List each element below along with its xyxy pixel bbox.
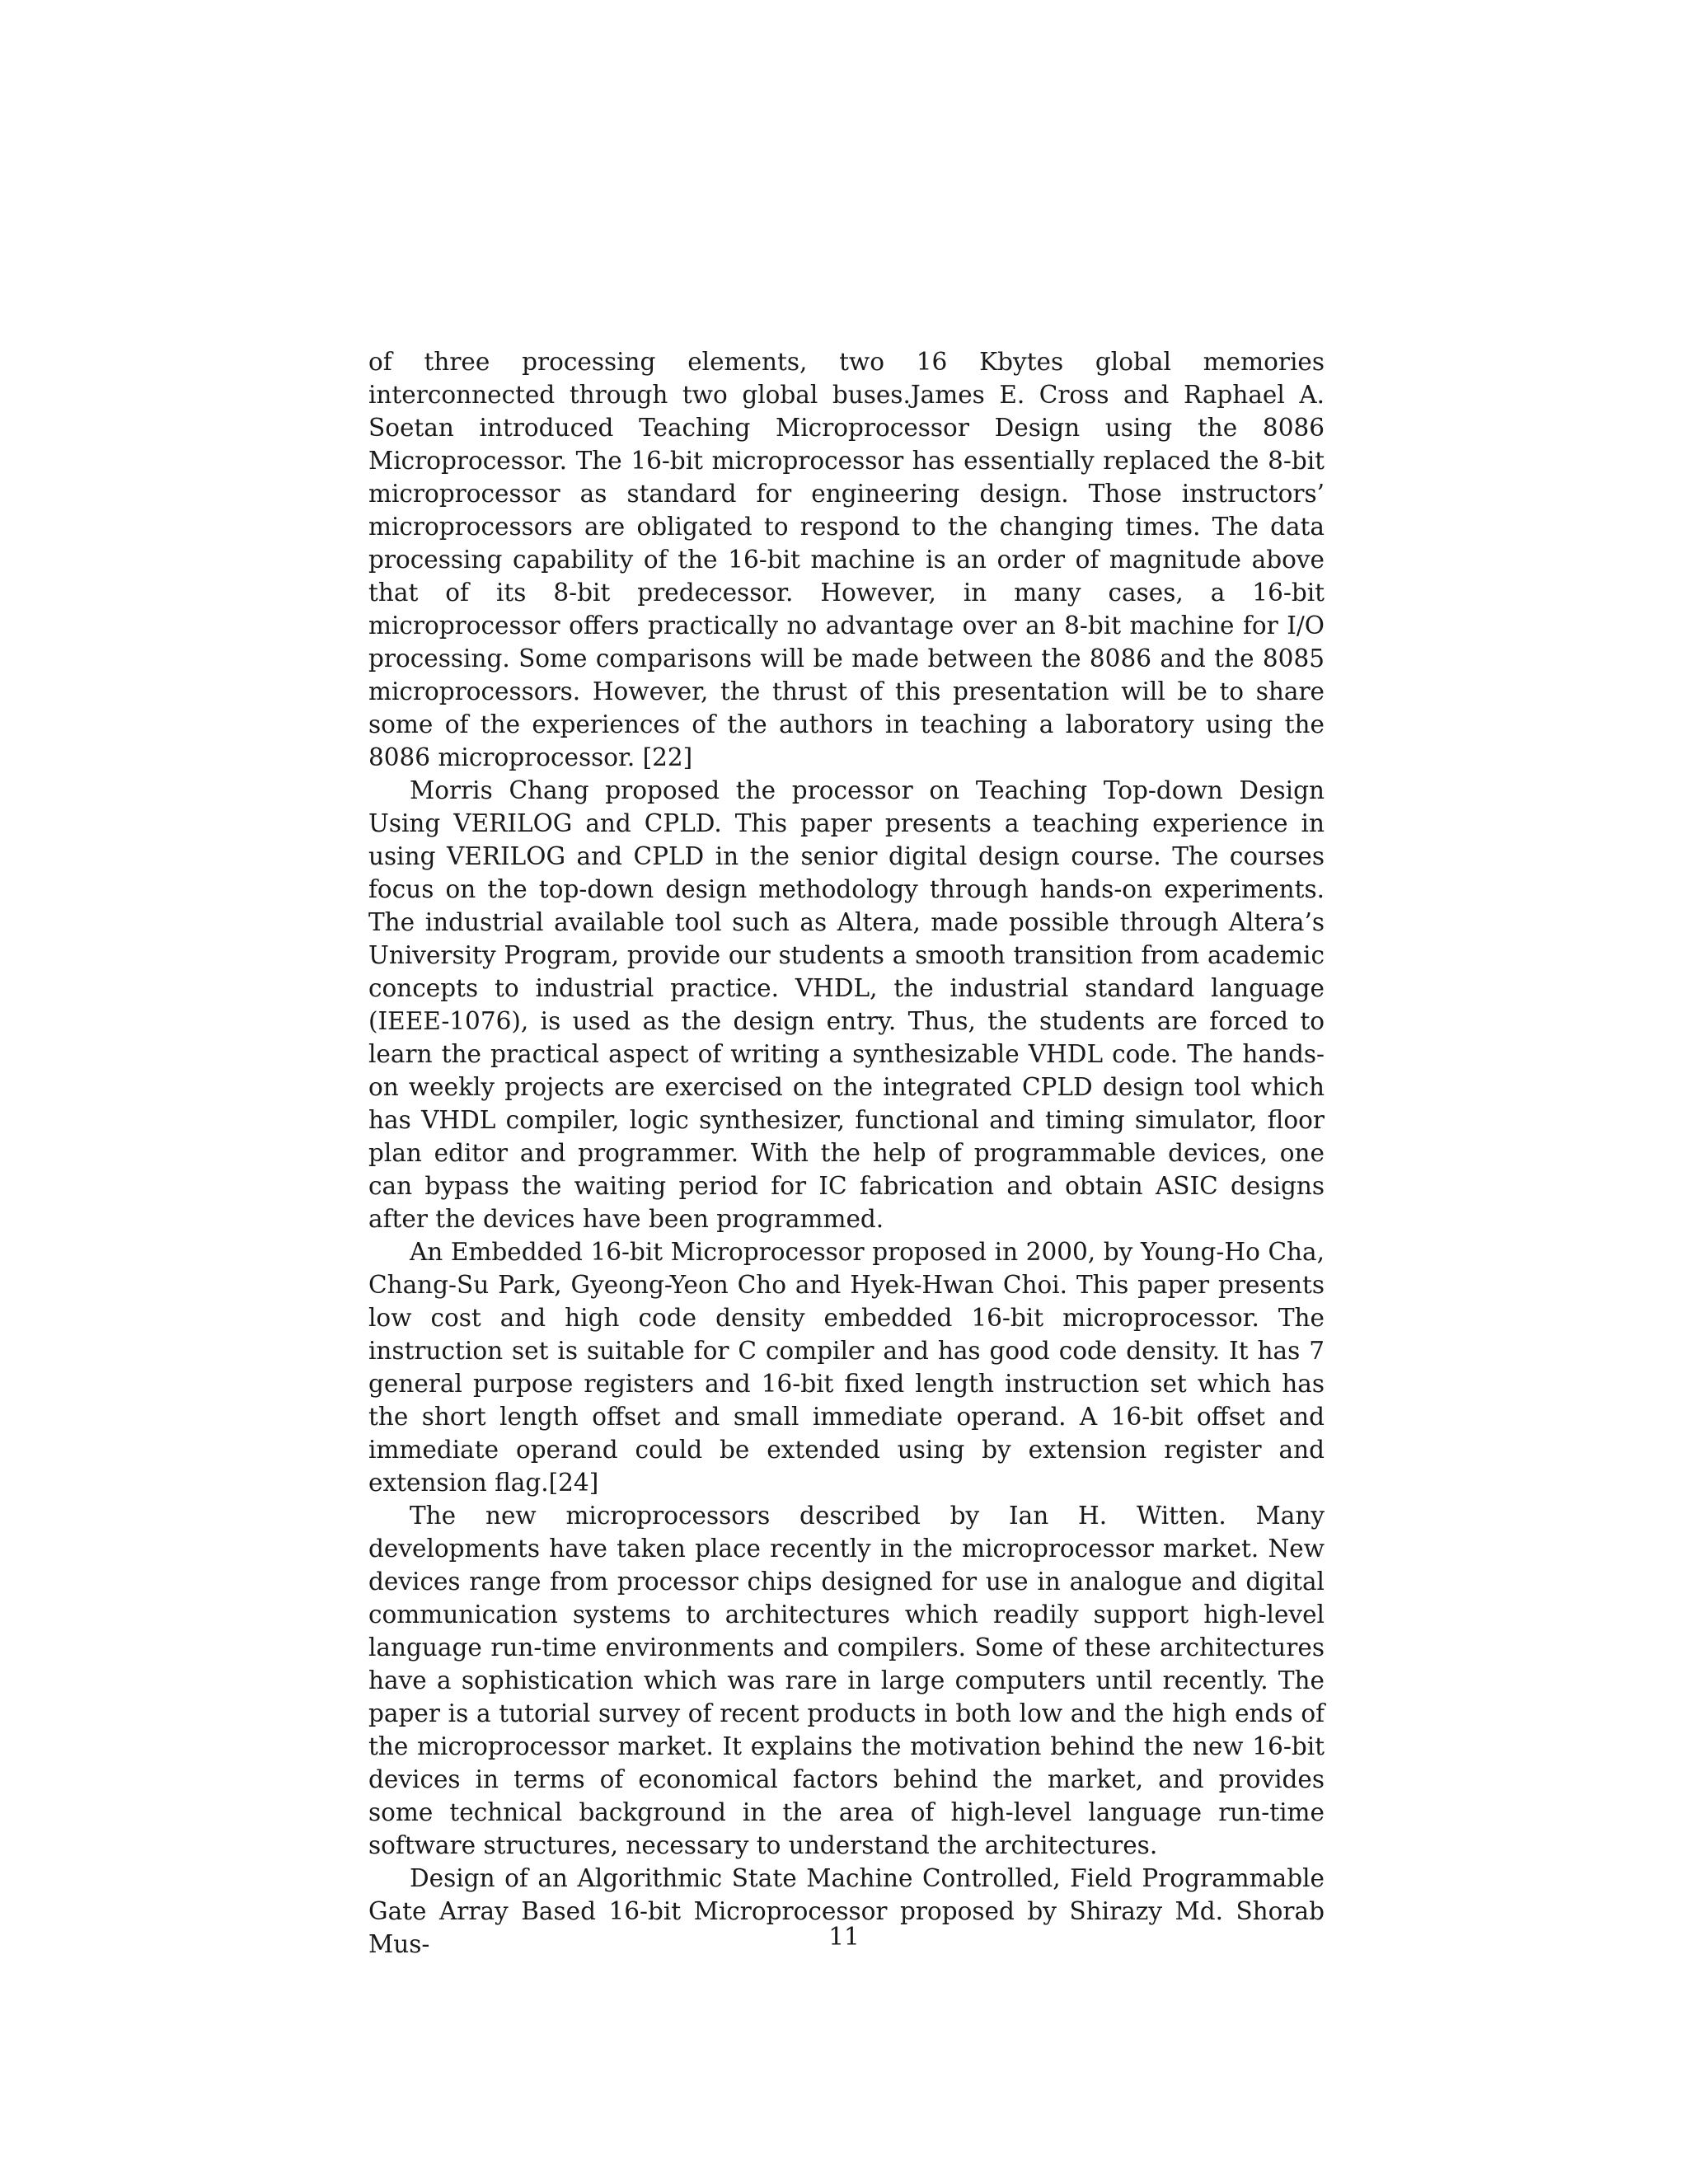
paragraph-continued: of three processing elements, two 16 Kbytes global memories interconnected through two global buses.James E. Cross and Raphael A. Soetan introduced Teaching Microprocessor Design using the 8086 Microprocessor. The 16-bit microprocessor has essentially replaced the 8-bit microprocessor as standard for engineering design. Those instructors’ microprocessors are obligated to respond to the changing times. The data processing capability of the 16-bit machine is an order of magnitude above that of its 8-bit predecessor. However, in many cases, a 16-bit microprocessor offers practically no advantage over an 8-bit machine for I/O processing. Some comparisons will be made between the 8086 and the 8085 microprocessors. However, the thrust of this presentation will be to share some of the experiences of the authors in teaching a laboratory using the 8086 microprocessor. [22] <box>368 348 1325 771</box>
paragraph-embedded-16bit: An Embedded 16-bit Microprocessor proposed in 2000, by Young-Ho Cha, Chang-Su Park, Gyeong-Yeon Cho and Hyek-Hwan Choi. This paper presents low cost and high code density embedded 16-bit microprocessor. The instruction set is suitable for C compiler and has good code density. It has 7 general purpose registers and 16-bit fixed length instruction set which has the short length offset and small immediate operand. A 16-bit offset and immediate operand could be extended using by extension register and extension flag.[24] <box>368 1238 1325 1497</box>
paragraph-asm-fpga: Design of an Algorithmic State Machine Controlled, Field Programmable Gate Array Based 16-bit Microprocessor proposed by Shirazy Md. Shorab Mus- <box>368 1864 1325 1958</box>
paragraph-new-microprocessors: The new microprocessors described by Ian H. Witten. Many developments have taken place recently in the microprocessor market. New devices range from processor chips designed for use in analogue and digital communication systems to architectures which readily support high-level language run-time environments and compilers. Some of these architectures have a sophistication which was rare in large computers until recently. The paper is a tutorial survey of recent products in both low and the high ends of the microprocessor market. It explains the motivation behind the new 16-bit devices in terms of economical factors behind the market, and provides some technical background in the area of high-level language run-time software structures, necessary to understand the architectures. <box>368 1502 1325 1859</box>
paragraph-morris-chang: Morris Chang proposed the processor on Teaching Top-down Design Using VERILOG and CPLD. This paper presents a teaching experience in using VERILOG and CPLD in the senior digital design course. The courses focus on the top-down design methodology through hands-on experiments. The industrial available tool such as Altera, made possible through Altera’s University Program, provide our students a smooth transition from academic concepts to industrial practice. VHDL, the industrial standard language (IEEE-1076), is used as the design entry. Thus, the students are forced to learn the practical aspect of writing a synthesizable VHDL code. The hands-on weekly projects are exercised on the integrated CPLD design tool which has VHDL compiler, logic synthesizer, functional and timing simulator, floor plan editor and programmer. With the help of programmable devices, one can bypass the waiting period for IC fabrication and obtain ASIC designs after the devices have been programmed. <box>368 776 1325 1233</box>
page-number: 11 <box>828 1923 860 1951</box>
body-text <box>368 345 1325 1961</box>
